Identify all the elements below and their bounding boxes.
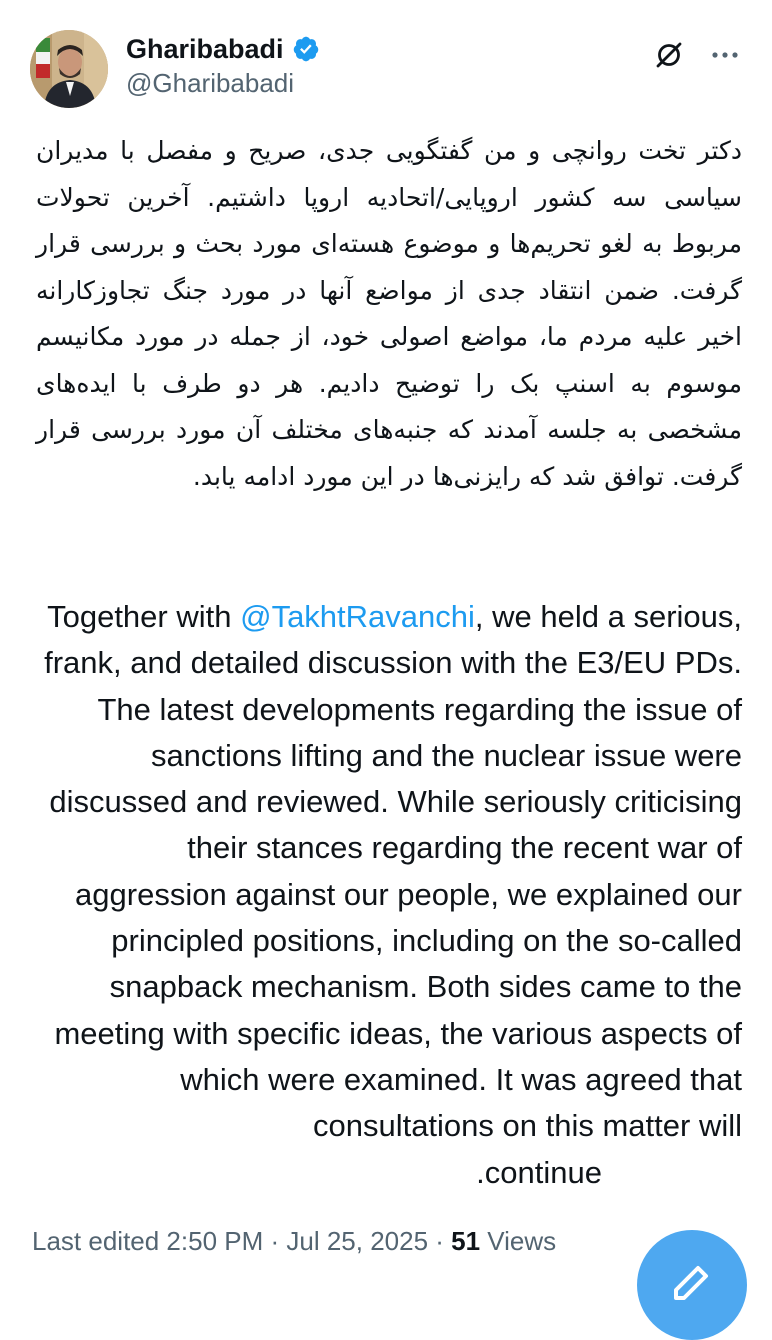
compose-button[interactable] bbox=[637, 1230, 747, 1340]
views-count: 51 bbox=[451, 1226, 481, 1256]
grok-icon[interactable] bbox=[652, 38, 686, 72]
handle[interactable]: @Gharibabadi bbox=[126, 68, 295, 98]
avatar[interactable] bbox=[30, 30, 108, 108]
english-last-line: .continue bbox=[476, 1154, 602, 1190]
english-prefix: Together with bbox=[47, 599, 241, 634]
more-icon[interactable] bbox=[708, 38, 742, 72]
header-actions bbox=[652, 38, 742, 72]
verified-badge-icon[interactable] bbox=[292, 35, 320, 63]
avatar-image bbox=[30, 30, 108, 108]
english-body: , we held a serious, frank, and detailed discussion with the E3/EU PDs. The latest developments regarding the issue of sanctions lifting and the nuclear issue were discussed and reviewed. While seriously criticising their stances regarding the recent war of aggression against our people, we explained our principled positions, including on the so-called snapback mechanism. Both sides came to the meeting with specific ideas, the various aspects of which were examined. It was agreed that consultations on this matter will bbox=[44, 599, 742, 1144]
compose-icon bbox=[670, 1260, 714, 1304]
tweet-meta bbox=[32, 1226, 556, 1257]
views-label: Views bbox=[480, 1226, 557, 1256]
display-name[interactable]: Gharibabadi bbox=[126, 33, 284, 64]
tweet-text-english bbox=[34, 594, 742, 1196]
tweet-header bbox=[30, 28, 742, 110]
display-name-row bbox=[126, 32, 320, 66]
tweet-text-persian: دکتر تخت روانچی و من گفتگویی جدی، صریح و مفصل با مدیران سیاسی سه کشور اروپایی/اتحادیه اروپا داشتیم. آخرین تحولات مربوط به لغو تحریم‌ها و موضوع هسته‌ای مورد بحث و بررسی قرار گرفت. ضمن انتقاد جدی از مواضع آنها در مورد جنگ تجاوزکارانه اخیر علیه مردم ما، مواضع اصولی خود، از جمله در مورد مکانیسم موسوم به اسنپ بک را توضیح دادیم. هر دو طرف با ایده‌های مشخصی به جلسه آمدند که جنبه‌های مختلف آن مورد بررسی قرار گرفت. توافق شد که رایزنی‌ها در این مورد ادامه یابد. bbox=[36, 136, 742, 491]
edited-timestamp[interactable]: Last edited 2:50 PM · Jul 25, 2025 · bbox=[32, 1226, 452, 1256]
author-names bbox=[126, 32, 320, 99]
mention-link[interactable]: @TakhtRavanchi bbox=[240, 599, 475, 634]
